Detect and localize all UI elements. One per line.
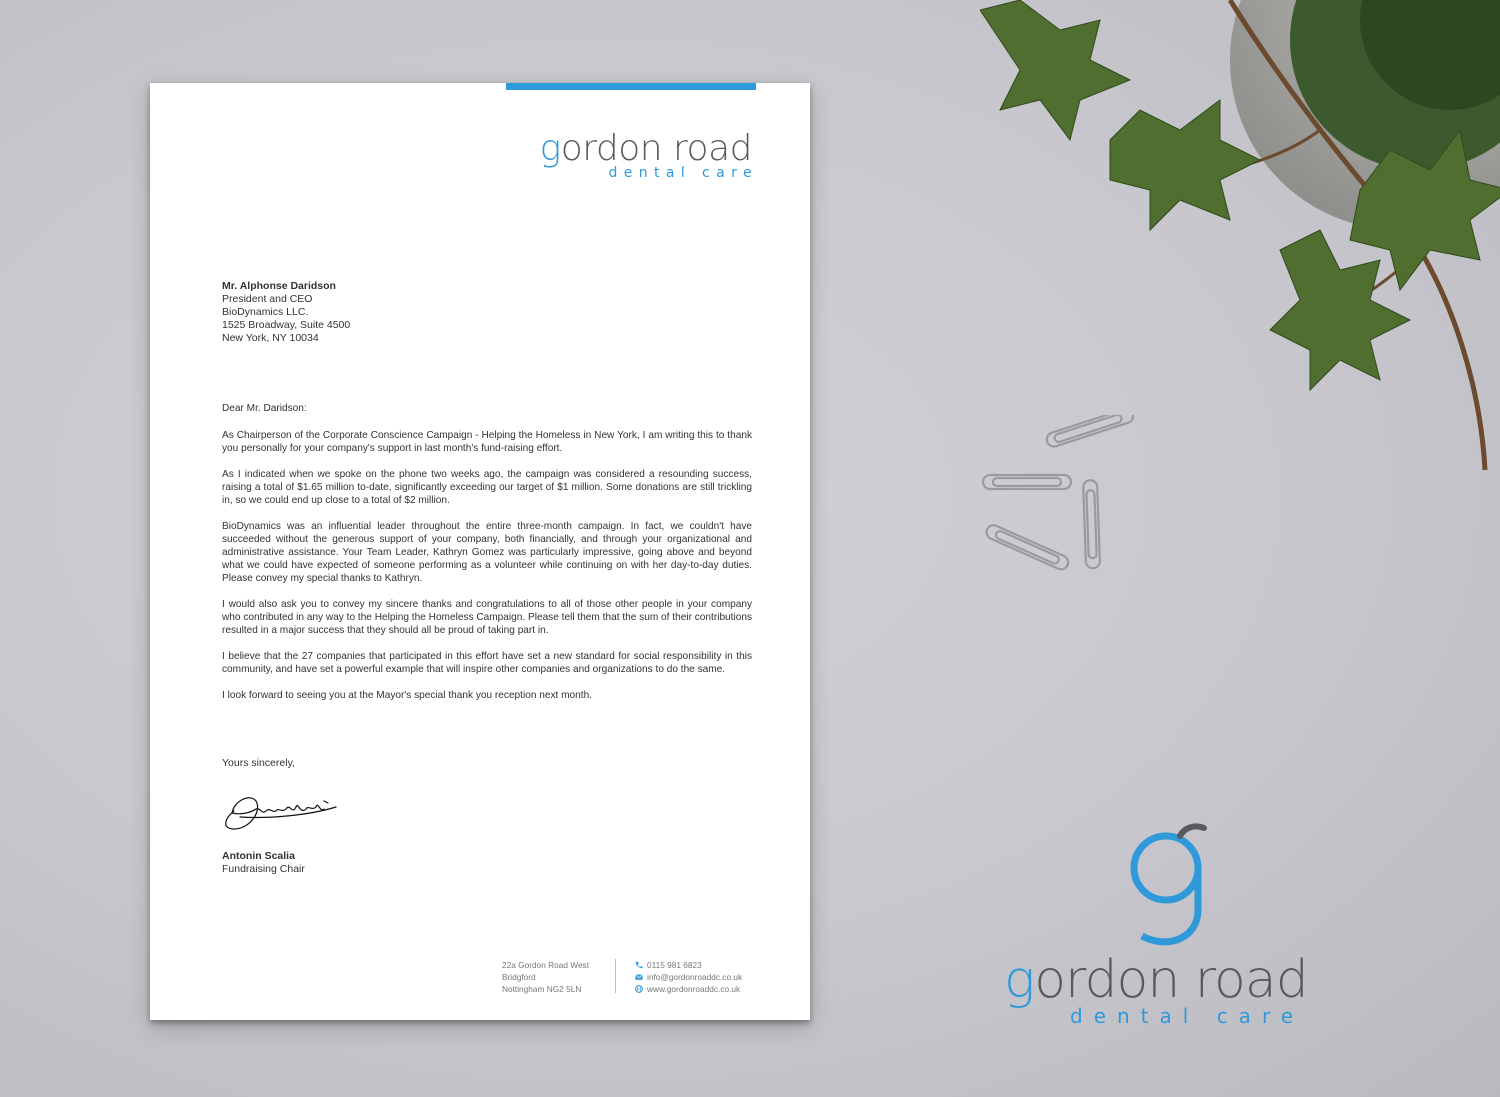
footer-website[interactable]: www.gordonroaddc.co.uk	[647, 984, 741, 994]
letter-greeting: Dear Mr. Daridson:	[222, 403, 307, 414]
email-icon	[635, 973, 643, 981]
footer-address-line: Nottingham NG2 5LN	[502, 984, 582, 994]
footer-address-line: 22a Gordon Road West	[502, 960, 590, 970]
recipient-address-block	[222, 280, 350, 345]
letter-paragraph: As Chairperson of the Corporate Conscience Campaign - Helping the Homeless in New York, I am writing this to thank you personally for your company's support in last month's fund-raising effort.	[222, 430, 752, 454]
letter-sheet	[150, 83, 810, 1020]
footer-contact	[635, 959, 742, 995]
brand-tagline: dental care	[608, 165, 758, 181]
letterhead-logo	[539, 128, 758, 181]
footer-address-line: Bridgford	[502, 972, 536, 982]
brand-name-rest: ordon road	[560, 128, 752, 169]
accent-bar	[506, 83, 756, 90]
footer-phone: 0115 981 6823	[647, 960, 702, 970]
logo-g-mark	[1128, 822, 1218, 952]
brand-name-initial: g	[539, 128, 561, 169]
letter-closing: Yours sincerely,	[222, 757, 295, 769]
footer-phone-row	[635, 959, 742, 971]
footer-web-row	[635, 983, 742, 995]
recipient-name: Mr. Alphonse Daridson	[222, 280, 336, 292]
footer-address	[502, 959, 589, 995]
letter-paragraph: As I indicated when we spoke on the phone two weeks ago, the campaign was considered a resounding success, raising a total of $1.65 million to-date, significantly exceeding our target of $1 million. Some donations are still trickling in, so we could end up close to a total of $2 million.	[222, 469, 752, 506]
phone-icon	[635, 961, 643, 969]
recipient-title: President and CEO	[222, 293, 313, 305]
letter-paragraph: BioDynamics was an influential leader throughout the entire three-month campaign. In fact, we couldn't have succeeded without the generous support of your company, both financially, and through your organizational and administrative assistance. Your Team Leader, Kathryn Gomez was particularly impressive, going above and beyond what we could have expected of someone performing as a volunteer while continuing on with her day-to-day duties. Please convey my special thanks to Kathryn.	[222, 521, 752, 584]
recipient-street: 1525 Broadway, Suite 4500	[222, 319, 351, 331]
signer-name: Antonin Scalia	[222, 850, 295, 862]
globe-icon	[635, 985, 643, 993]
large-brand-tagline: dental care	[1070, 1004, 1305, 1028]
potted-plant-image	[980, 0, 1500, 480]
brand-name	[539, 128, 752, 169]
paper-clips-image	[975, 415, 1145, 575]
footer-divider	[615, 959, 616, 993]
letter-paragraph: I believe that the 27 companies that participated in this effort have set a new standard for social responsibility in this community, and have set a powerful example that will inspire other companies and organizations to do the same.	[222, 651, 752, 675]
letter-paragraph: I look forward to seeing you at the Mayor's special thank you reception next month.	[222, 690, 592, 701]
recipient-company: BioDynamics LLC.	[222, 306, 309, 318]
large-brand-initial: g	[1004, 950, 1035, 1010]
letter-paragraph: I would also ask you to convey my sincere thanks and congratulations to all of those other people in your company who contributed in any way to the Helping the Homeless Campaign. Please tell them that the sum of their contributions resulted in a major success that they should all be proud of taking part in.	[222, 599, 752, 636]
signer-block	[222, 850, 305, 876]
footer-email-row	[635, 971, 742, 983]
signer-title: Fundraising Chair	[222, 863, 305, 875]
recipient-city: New York, NY 10034	[222, 332, 319, 344]
letter-body	[222, 402, 752, 715]
large-brand-name	[1004, 950, 1308, 1010]
handwritten-signature	[220, 789, 340, 834]
large-brand-rest: ordon road	[1034, 950, 1308, 1010]
footer-email[interactable]: info@gordonroaddc.co.uk	[647, 972, 743, 982]
